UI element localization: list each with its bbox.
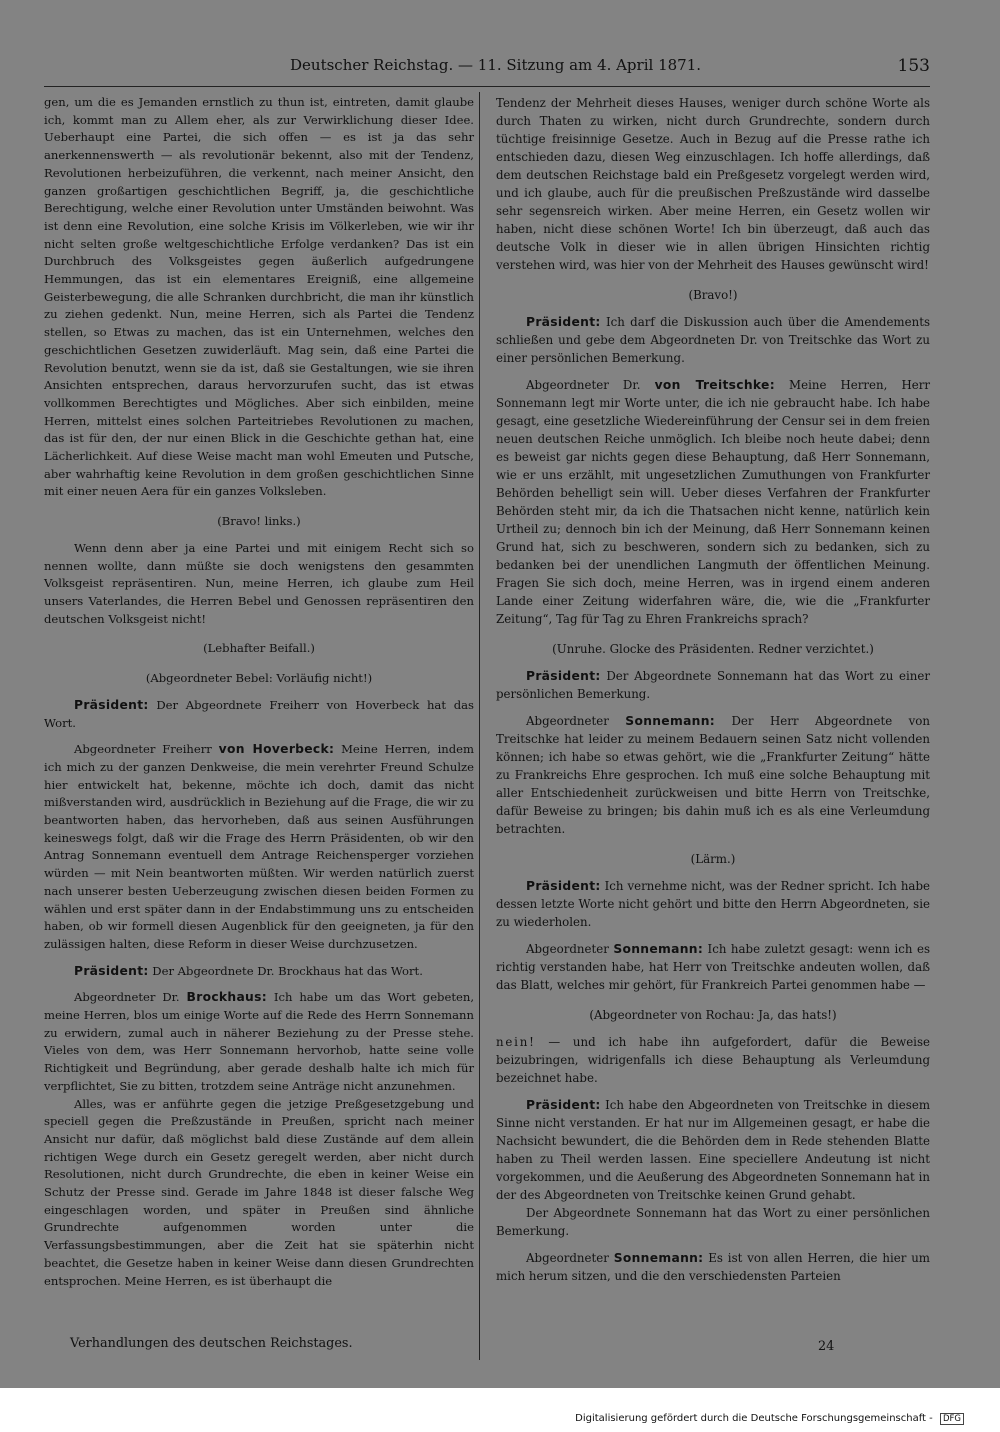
interjection: (Bravo! links.) (217, 514, 301, 529)
speech-text: Der Abgeordnete Sonnemann hat das Wort zu einer persönlichen Bemerkung. (496, 669, 930, 701)
paragraph (496, 1096, 930, 1204)
column-divider (479, 92, 480, 1360)
speech-text: Ich habe den Abgeordneten von Treitschke in diesem Sinne nicht verstanden. Er hat nur im Allgemeinen gesagt, er habe die Nachsicht bewundert, die die Behörden dem in Rede stehenden Blatte haben zu Theil werden lassen. Eine speciellere Andeutung ist nicht vorgekommen, und die Aeußerung des Abgeordneten Sonnemann hat in der des Abgeordneten von Treitschke keinen Grund gehabt. (496, 1098, 931, 1202)
speaker-label: Sonnemann: (613, 942, 704, 956)
left-column (44, 94, 474, 1290)
paragraph (496, 712, 930, 838)
dfg-logo: DFG (940, 1413, 964, 1425)
speaker-label: Präsident: (526, 879, 601, 893)
interjection: (Lebhafter Beifall.) (203, 641, 315, 656)
speaker-label: Brockhaus: (186, 990, 267, 1005)
running-title: Deutscher Reichstag. — 11. Sitzung am 4. April 1871. (290, 56, 702, 74)
page-number: 153 (897, 56, 930, 76)
signature-mark: 24 (818, 1339, 835, 1354)
paragraph (44, 741, 474, 953)
interjection: (Abgeordneter von Rochau: Ja, das hats!) (589, 1008, 837, 1022)
paragraph (496, 1033, 930, 1087)
interjection: (Lärm.) (690, 852, 736, 866)
speaker-label: Präsident: (74, 963, 149, 978)
interjection: (Bravo!) (688, 288, 738, 302)
speech-text: Meine Herren, Herr Sonnemann legt mir Worte unter, die ich nie gebraucht habe. Ich habe gesagt, eine gesetzliche Wiedereinführung der Censur sei in dem freien neuen deutschen Reiche unmöglich. Ich bleibe noch heute dabei; denn es beweist gar nichts gegen diese Behauptung, daß Herr Sonnemann, wie er uns erzählt, mit ungesetzlichen Zumuthungen von Frankfurter Behörden behelligt sein will. Ueber dieses Verfahren der Frankfurter Behörden steht mir, da ich die Thatsachen nicht kenne, natürlich kein Urtheil zu; dennoch bin ich der Meinung, daß Herr Sonnemann keinen Grund hat, sich zu beschweren, sondern sich zu bedanken, sich zu bedanken bei der unendlichen Langmuth der öffentlichen Meinung. Fragen Sie sich doch, meine Herren, was in irgend einem anderen Lande einer Zeitung widerfahren wäre, die, wie die „Frankfurter Zeitung“, Tag für Tag zu Ehren Frankreichs sprach? (496, 378, 931, 626)
speech-text: Ich vernehme nicht, was der Redner spricht. Ich habe dessen letzte Worte nicht gehört und bitte den Herrn Abgeordneten, sie zu wiederholen. (496, 879, 930, 929)
page-header (40, 54, 930, 84)
speech-text: Es ist von allen Herren, die hier um mich herum sitzen, und die den verschiedensten Parteien (496, 1251, 930, 1283)
interjection: (Unruhe. Glocke des Präsidenten. Redner verzichtet.) (552, 642, 874, 656)
paragraph: Alles, was er anführte gegen die jetzige Preßgesetzgebung und speciell gegen die Preßzustände in Preußen, spricht nach meiner Ansicht nur dafür, daß möglichst bald diese Zustände auf dem allein richtigen Wege durch ein Gesetz geregelt werden, aber nicht durch Resolutionen, nicht durch Grundrechte, die eben in keiner Weise ein Schutz der Presse sind. Gerade im Jahre 1848 ist dieser falsche Weg eingeschlagen worden, und später in Preußen sind ähnliche Grundrechte aufgenommen worden unter die Verfassungsbestimmungen, aber die Zeit hat sie späterhin nicht beachtet, die Gesetze haben in keiner Weise dann diesen Grundrechten entsprochen. Meine Herren, es ist überhaupt die (44, 1096, 474, 1288)
paragraph (496, 667, 930, 703)
speech-text: Der Abgeordnete Dr. Brockhaus hat das Wort. (152, 963, 423, 978)
paragraph (44, 697, 474, 732)
speech-text: — und ich habe ihn aufgefordert, dafür die Beweise beizubringen, widrigenfalls ich diese Behauptung als Verleumdung bezeichnet habe. (496, 1035, 930, 1085)
paragraph (44, 989, 474, 1095)
speaker-lead: Abgeordneter Dr. (74, 990, 180, 1005)
speaker-label: Sonnemann: (625, 714, 715, 728)
credit-text: Digitalisierung gefördert durch die Deutsche Forschungsgemeinschaft - (575, 1413, 933, 1424)
paragraph: Tendenz der Mehrheit dieses Hauses, weniger durch schöne Worte als durch Thaten zu wirken, nicht durch Grundrechte, sondern durch tüchtige freisinnige Gesetze. Auch in Bezug auf die Presse rathe ich entschieden dazu, diesen Weg einzuschlagen. Ich hoffe allerdings, daß dem deutschen Reichstage bald ein Preßgesetz vorgelegt werden wird, und ich glaube, auch für die preußischen Preßzustände wird dasselbe sehr segensreich wirken. Aber meine Herren, ein Gesetz wollen wir haben, nicht diese schönen Worte! Ich bin überzeugt, daß auch das deutsche Volk in dieser wie in allen übrigen Hinsichten richtig verstehen wird, was hier von der Mehrheit des Hauses gewünscht wird! (496, 96, 930, 272)
emphasis: nein! (496, 1035, 536, 1049)
paragraph (496, 877, 930, 931)
speech-text: Meine Herren, indem ich mich zu der ganzen Denkweise, die mein verehrter Freund Schulze hier entwickelt hat, bekenne, möchte ich doch, damit das nicht mißverstanden wird, ausdrücklich in Beziehung auf die Frage, die wir zu beantworten haben, das hervorheben, daß aus seinen Ausführungen keineswegs folgt, daß wir die Frage des Herrn Präsidenten, ob wir den Antrag Sonnemann eventuell dem Antrage Reichensperger vorziehen würden — mit Nein beantworten müßten. Wir werden natürlich zuerst nach unserer besten Ueberzeugung zwischen diesen beiden Formen zu wählen und erst später dann in der Endabstimmung uns zu entscheiden haben, ob wir formell diesen Augenblick für den geeigneten, ja für den zulässigen halten, diese Reform in dieser Weise durchzusetzen. (44, 742, 475, 951)
speaker-lead: Abgeordneter Freiherr (74, 742, 212, 757)
paragraph (496, 376, 930, 628)
right-column (496, 94, 930, 1285)
interjection: (Abgeordneter Bebel: Vorläufig nicht!) (145, 671, 373, 686)
speaker-label: Sonnemann: (613, 1251, 704, 1265)
speaker-label: Präsident: (526, 669, 601, 683)
speech-text: Der Abgeordnete Freiherr von Hoverbeck hat das Wort. (44, 697, 474, 730)
speech-text: Ich darf die Diskussion auch über die Amendements schließen und gebe dem Abgeordneten Dr. von Treitschke das Wort zu einer persönlichen Bemerkung. (496, 315, 930, 365)
page-footer-title: Verhandlungen des deutschen Reichstages. (70, 1336, 353, 1351)
digitization-credit (575, 1413, 964, 1425)
speech-text: Ich habe zuletzt gesagt: wenn ich es richtig verstanden habe, hat Herr von Treitschke andeuten wollen, daß das Blatt, welches mir gehört, für Frankreich Partei genommen habe — (496, 942, 931, 992)
paragraph (44, 963, 474, 981)
paragraph (496, 1249, 930, 1285)
speech-text: Ich habe um das Wort gebeten, meine Herren, blos um einige Worte auf die Rede des Herrn Sonnemann zu erwidern, zumal auch in näherer Beziehung zu der Presse stehe. Vieles von dem, was Herr Sonnemann hervorhob, hatte seine volle Richtigkeit und Begründung, aber gerade deshalb halte ich mich für verpflichtet, Sie zu bitten, trotzdem seine Anträge nicht anzunehmen. (44, 990, 475, 1093)
speech-text: Der Herr Abgeordnete von Treitschke hat leider zu meinem Bedauern seinen Satz nicht vollenden können; ich habe so etwas gehört, wie die „Frankfurter Zeitung“ hätte zu Frankreichs Ehre gesprochen. Ich muß eine solche Behauptung mit aller Entschiedenheit zurückweisen und bitte Herrn von Treitschke, dafür Beweise zu bringen; bis dahin muß ich es als eine Verleumdung betrachten. (496, 714, 930, 836)
paragraph: gen, um die es Jemanden ernstlich zu thun ist, eintreten, damit glaube ich, kommt man zu Allem eher, als zur Verwirklichung dieser Idee. Ueberhaupt eine Partei, die sich offen — es ist ja das sehr anerkennenswerth — als revolutionär bekennt, also mit der Tendenz, Revolutionen herbeizuführen, die verkennt, nach meiner Ansicht, den ganzen großartigen geschichtlichen Begriff, ja, die geschichtliche Berechtigung, welche einer Revolution unter Umständen beiwohnt. Was ist denn eine Revolution, eine solche Krisis im Völkerleben, wie wir ihr nicht selten große weltgeschichtliche Erfolge verdanken? Das ist ein Durchbruch des Volksgeistes gegen äußerlich aufgedrungene Hemmungen, das ist ein elementares Ereigniß, eine allgemeine Geisterbewegung, die alle Schranken durchbricht, die man ihr künstlich zu ziehen gedenkt. Nun, meine Herren, sich als Partei die Tendenz stellen, so Etwas zu machen, das ist ein Unternehmen, welches den geschichtlichen Gesetzen zuwiderläuft. Mag sein, daß eine Partei die Revolution benutzt, wenn sie da ist, daß sie Gestaltungen, wie sie ihren Ansichten entsprechen, daraus hervorzurufen sucht, das ist etwas vollkommen Berechtigtes und Mögliches. Aber sich einbilden, meine Herren, mittelst eines solchen Parteitriebes Revolutionen zu machen, das ist für den, der nur einen Blick in die Geschichte gethan hat, eine Lächerlichkeit. Auf diese Weise macht man wohl Emeuten und Putsche, aber wahrhaftig keine Revolution in dem großen geschichtlichen Sinne mit einer neuen Aera für ein ganzes Volksleben. (44, 95, 474, 499)
paragraph (496, 940, 930, 994)
paragraph: Wenn denn aber ja eine Partei und mit einigem Recht sich so nennen wollte, dann müßte sie doch wenigstens den gesammten Volksgeist repräsentiren. Nun, meine Herren, ich glaube zum Heil unsers Vaterlandes, die Herren Bebel und Genossen repräsentiren den deutschen Volksgeist nicht! (44, 540, 474, 626)
speaker-label: Präsident: (74, 697, 149, 712)
speaker-label: von Hoverbeck: (218, 742, 335, 757)
speaker-label: Präsident: (526, 315, 601, 329)
speaker-lead: Abgeordneter (526, 942, 609, 956)
paragraph (496, 313, 930, 367)
paragraph: Der Abgeordnete Sonnemann hat das Wort zu einer persönlichen Bemerkung. (496, 1206, 930, 1238)
header-rule (44, 86, 930, 87)
speaker-lead: Abgeordneter Dr. (526, 378, 641, 392)
speaker-lead: Abgeordneter (526, 714, 609, 728)
speaker-label: von Treitschke: (654, 378, 775, 392)
speaker-label: Präsident: (526, 1098, 601, 1112)
speaker-lead: Abgeordneter (526, 1251, 609, 1265)
